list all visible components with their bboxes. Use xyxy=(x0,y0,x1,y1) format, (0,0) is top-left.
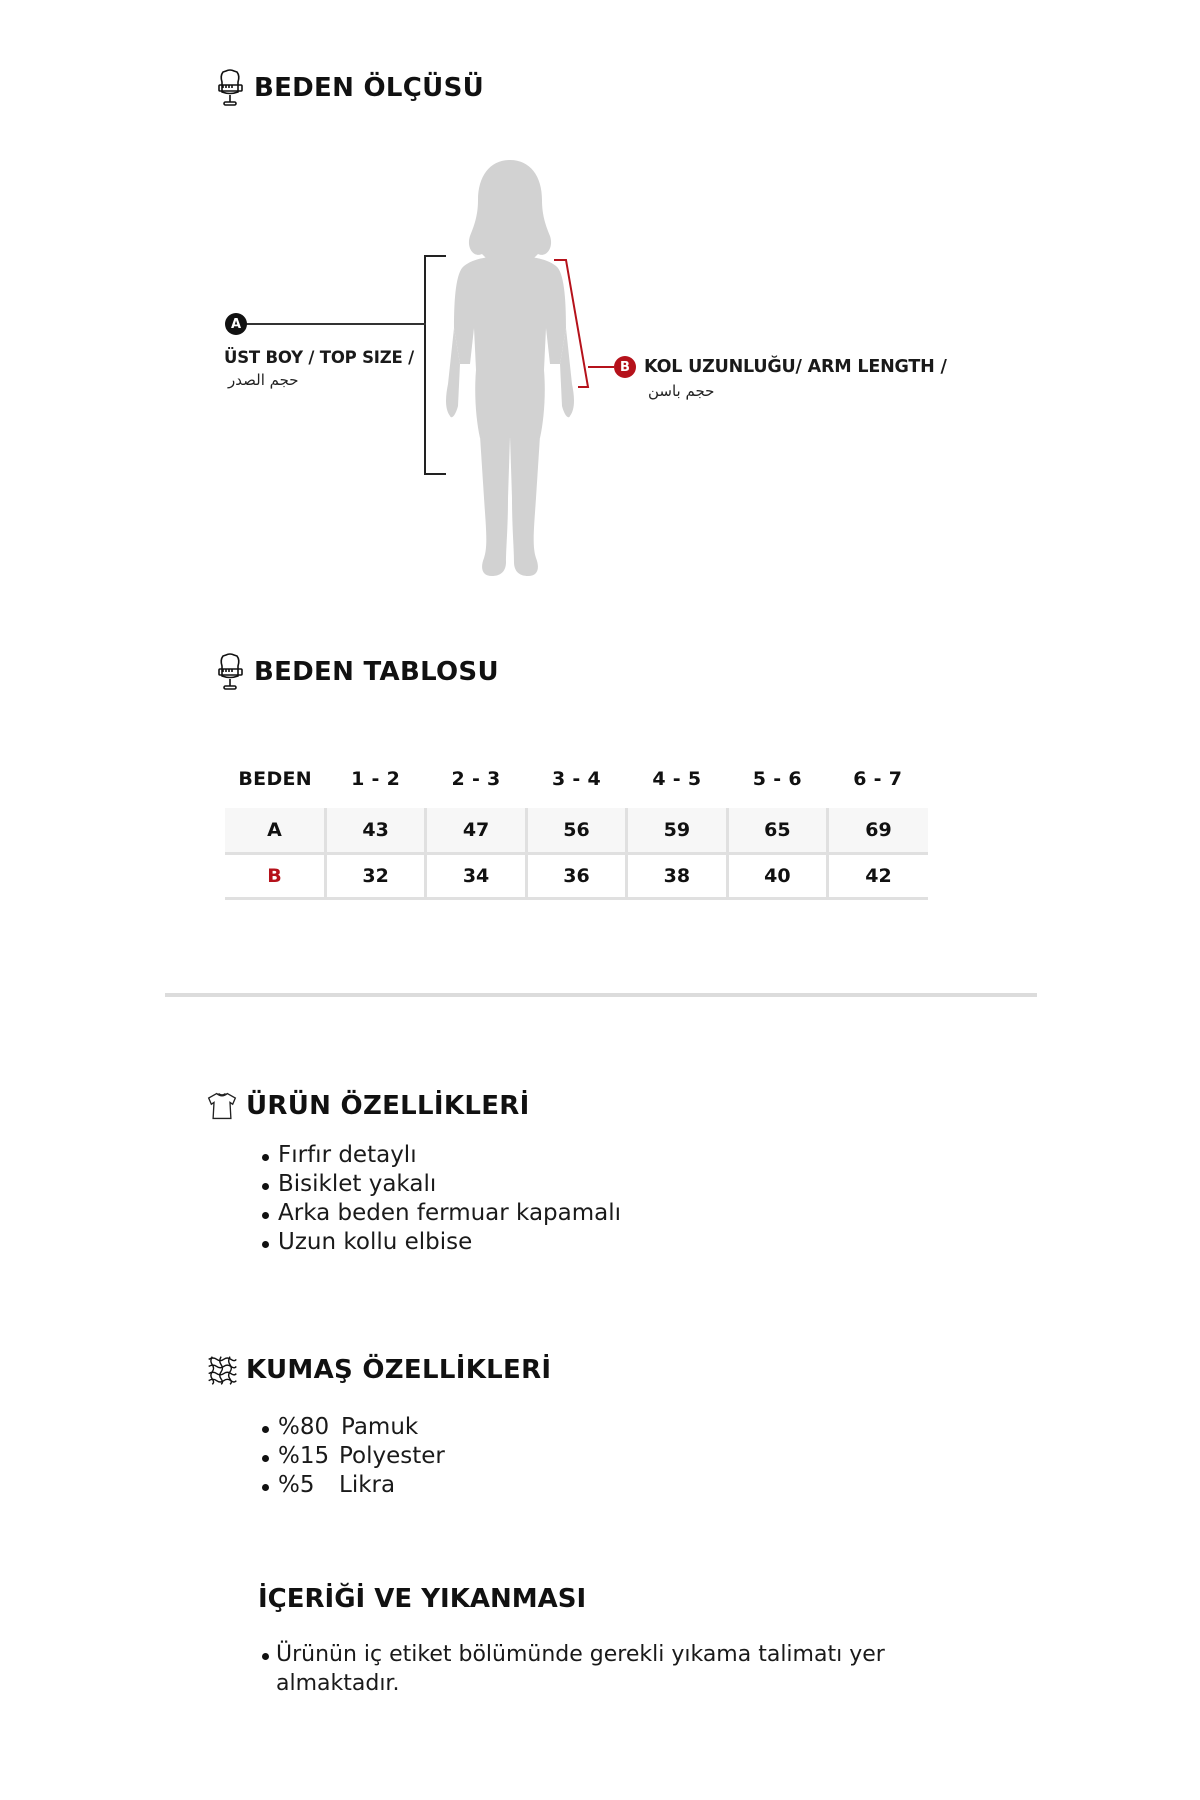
mannequin-tape-icon xyxy=(214,68,246,108)
header-cell: 5 - 6 xyxy=(752,768,802,790)
tshirt-icon xyxy=(206,1086,238,1126)
fabric-material: Likra xyxy=(339,1472,396,1498)
arm-length-label-arabic: حجم باسن xyxy=(648,382,715,400)
header-cell: 4 - 5 xyxy=(652,768,702,790)
table-cell: 32 xyxy=(325,853,425,898)
table-cell: 43 xyxy=(325,808,425,853)
table-cell: 36 xyxy=(526,853,626,898)
product-features-title xyxy=(206,1086,530,1126)
section-divider xyxy=(165,993,1037,997)
list-item: Uzun kollu elbise xyxy=(262,1228,621,1257)
header-cell: 1 - 2 xyxy=(351,768,401,790)
size-table xyxy=(225,750,928,900)
care-instructions-text: Ürünün iç etiket bölümünde gerekli yıkama talimatı yer almaktadır. xyxy=(260,1640,960,1698)
header-cell: 3 - 4 xyxy=(551,768,601,790)
fabric-percent: %80 xyxy=(278,1414,330,1440)
fabric-material: Pamuk xyxy=(341,1414,419,1440)
table-cell: 40 xyxy=(727,853,827,898)
top-size-label: ÜST BOY / TOP SIZE / xyxy=(224,348,414,367)
table-cell: 47 xyxy=(426,808,526,853)
size-table-section-title xyxy=(214,652,499,692)
measurement-section-title xyxy=(214,68,484,108)
table-cell: 38 xyxy=(627,853,727,898)
table-cell: 42 xyxy=(828,853,928,898)
fabric-weave-icon xyxy=(206,1350,238,1390)
badge-b: B xyxy=(614,356,636,378)
header-cell: 6 - 7 xyxy=(853,768,903,790)
table-cell: 34 xyxy=(426,853,526,898)
product-features-title-text: ÜRÜN ÖZELLİKLERİ xyxy=(246,1091,530,1121)
header-cell: BEDEN xyxy=(238,768,313,790)
table-row xyxy=(225,853,928,898)
arm-length-label: KOL UZUNLUĞU/ ARM LENGTH / xyxy=(644,357,947,377)
list-item xyxy=(262,1442,445,1471)
badge-a: A xyxy=(225,313,247,335)
care-section-title: İÇERİĞİ VE YIKANMASI xyxy=(258,1584,587,1614)
arm-length-bracket xyxy=(550,255,600,395)
table-cell: 56 xyxy=(526,808,626,853)
top-size-connector-line xyxy=(246,323,426,325)
list-item xyxy=(262,1413,445,1442)
fabric-features-list xyxy=(262,1413,445,1500)
arm-length-connector-line xyxy=(588,366,614,368)
mannequin-tape-icon xyxy=(214,652,246,692)
list-item: Fırfır detaylı xyxy=(262,1141,621,1170)
header-cell: 2 - 3 xyxy=(451,768,501,790)
table-row xyxy=(225,808,928,853)
fabric-material: Polyester xyxy=(339,1443,445,1469)
table-cell: 69 xyxy=(828,808,928,853)
table-cell: 59 xyxy=(627,808,727,853)
fabric-features-title-text: KUMAŞ ÖZELLİKLERİ xyxy=(246,1355,552,1385)
product-features-list xyxy=(262,1141,621,1257)
size-table-header-row xyxy=(225,750,928,808)
table-cell: 65 xyxy=(727,808,827,853)
size-table-title-text: BEDEN TABLOSU xyxy=(254,657,499,687)
list-item: Arka beden fermuar kapamalı xyxy=(262,1199,621,1228)
list-item xyxy=(262,1471,445,1500)
top-size-label-arabic: حجم الصدر xyxy=(228,371,299,389)
fabric-percent: %15 xyxy=(278,1443,330,1469)
row-label-b: B xyxy=(225,853,325,898)
top-size-bracket xyxy=(424,255,446,475)
list-item: Bisiklet yakalı xyxy=(262,1170,621,1199)
fabric-percent: %5 xyxy=(278,1472,315,1498)
measurement-title-text: BEDEN ÖLÇÜSÜ xyxy=(254,73,485,103)
row-label-a: A xyxy=(225,808,325,853)
fabric-features-title xyxy=(206,1350,551,1390)
